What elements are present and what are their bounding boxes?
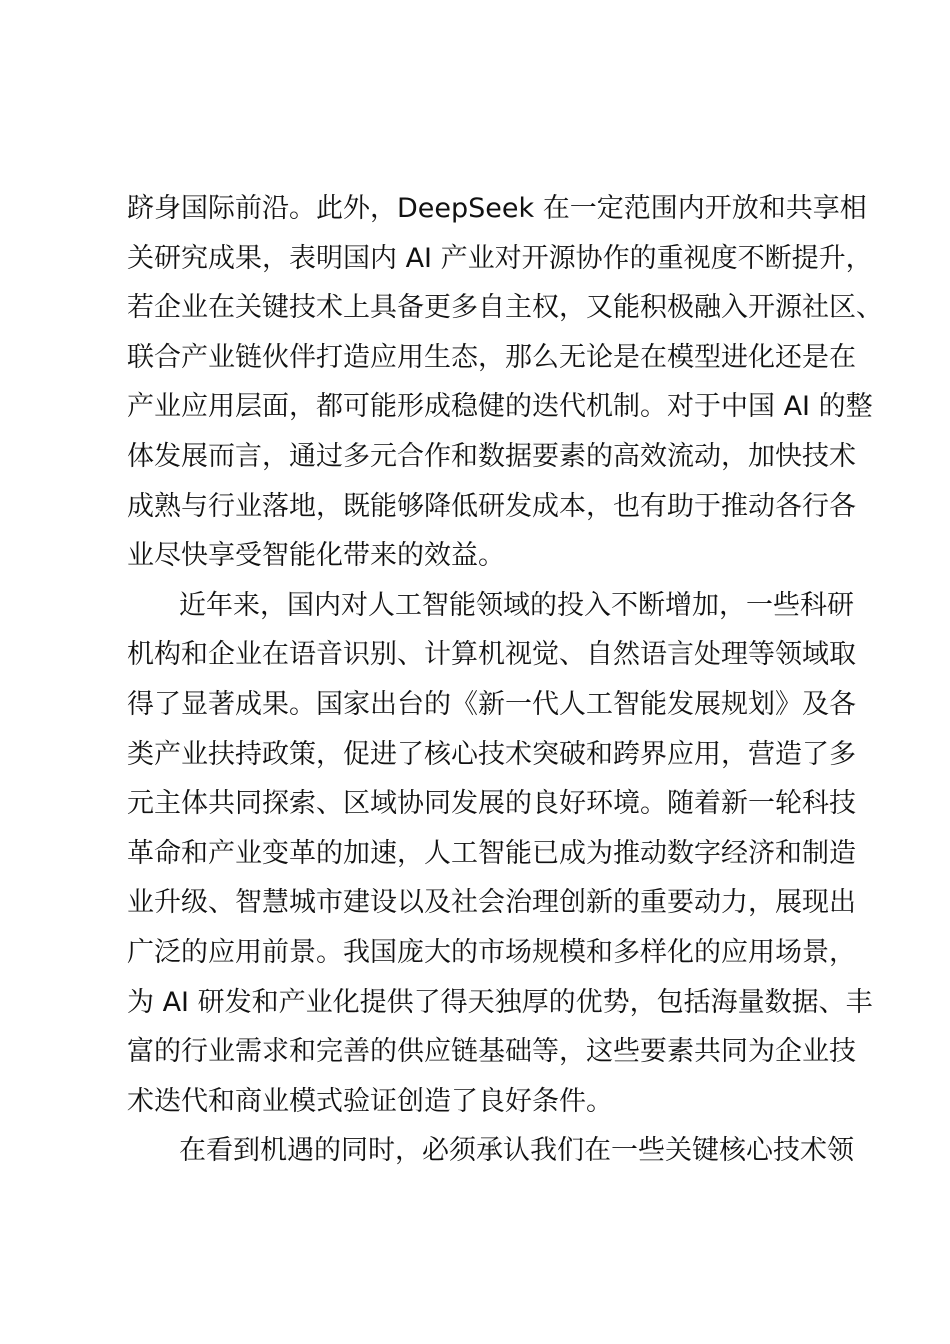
text-line: 广泛的应用前景。我国庞大的市场规模和多样化的应用场景， (127, 936, 856, 968)
paragraph-start-line: 在看到机遇的同时，必须承认我们在一些关键核心技术领 (179, 1135, 854, 1167)
paragraph-start-line: 近年来，国内对人工智能领域的投入不断增加，一些科研 (179, 589, 854, 621)
text-line: 体发展而言，通过多元合作和数据要素的高效流动，加快技术 (127, 440, 856, 472)
text-line: 若企业在关键技术上具备更多自主权，又能积极融入开源社区、 (127, 292, 883, 324)
text-line: 跻身国际前沿。此外，DeepSeek 在一定范围内开放和共享相 (127, 193, 867, 224)
text-line: 富的行业需求和完善的供应链基础等，这些要素共同为企业技 (127, 1036, 856, 1068)
text-line: 业升级、智慧城市建设以及社会治理创新的重要动力，展现出 (127, 887, 856, 919)
text-line: 元主体共同探索、区域协同发展的良好环境。随着新一轮科技 (127, 788, 856, 820)
text-line: 术迭代和商业模式验证创造了良好条件。 (127, 1085, 613, 1117)
text-line: 革命和产业变革的加速，人工智能已成为推动数字经济和制造 (127, 837, 856, 869)
body-text (127, 184, 883, 1176)
text-line: 得了显著成果。国家出台的《新一代人工智能发展规划》及各 (127, 688, 856, 720)
text-line: 为 AI 研发和产业化提供了得天独厚的优势，包括海量数据、丰 (127, 986, 873, 1018)
text-line: 产业应用层面，都可能形成稳健的迭代机制。对于中国 AI 的整 (127, 391, 873, 423)
text-line: 业尽快享受智能化带来的效益。 (127, 540, 505, 572)
text-line: 机构和企业在语音识别、计算机视觉、自然语言处理等领域取 (127, 639, 856, 671)
text-line: 关研究成果，表明国内 AI 产业对开源协作的重视度不断提升， (127, 242, 873, 274)
text-line: 类产业扶持政策，促进了核心技术突破和跨界应用，营造了多 (127, 738, 856, 770)
text-line: 联合产业链伙伴打造应用生态，那么无论是在模型进化还是在 (127, 341, 856, 373)
text-line: 成熟与行业落地，既能够降低研发成本，也有助于推动各行各 (127, 490, 856, 522)
